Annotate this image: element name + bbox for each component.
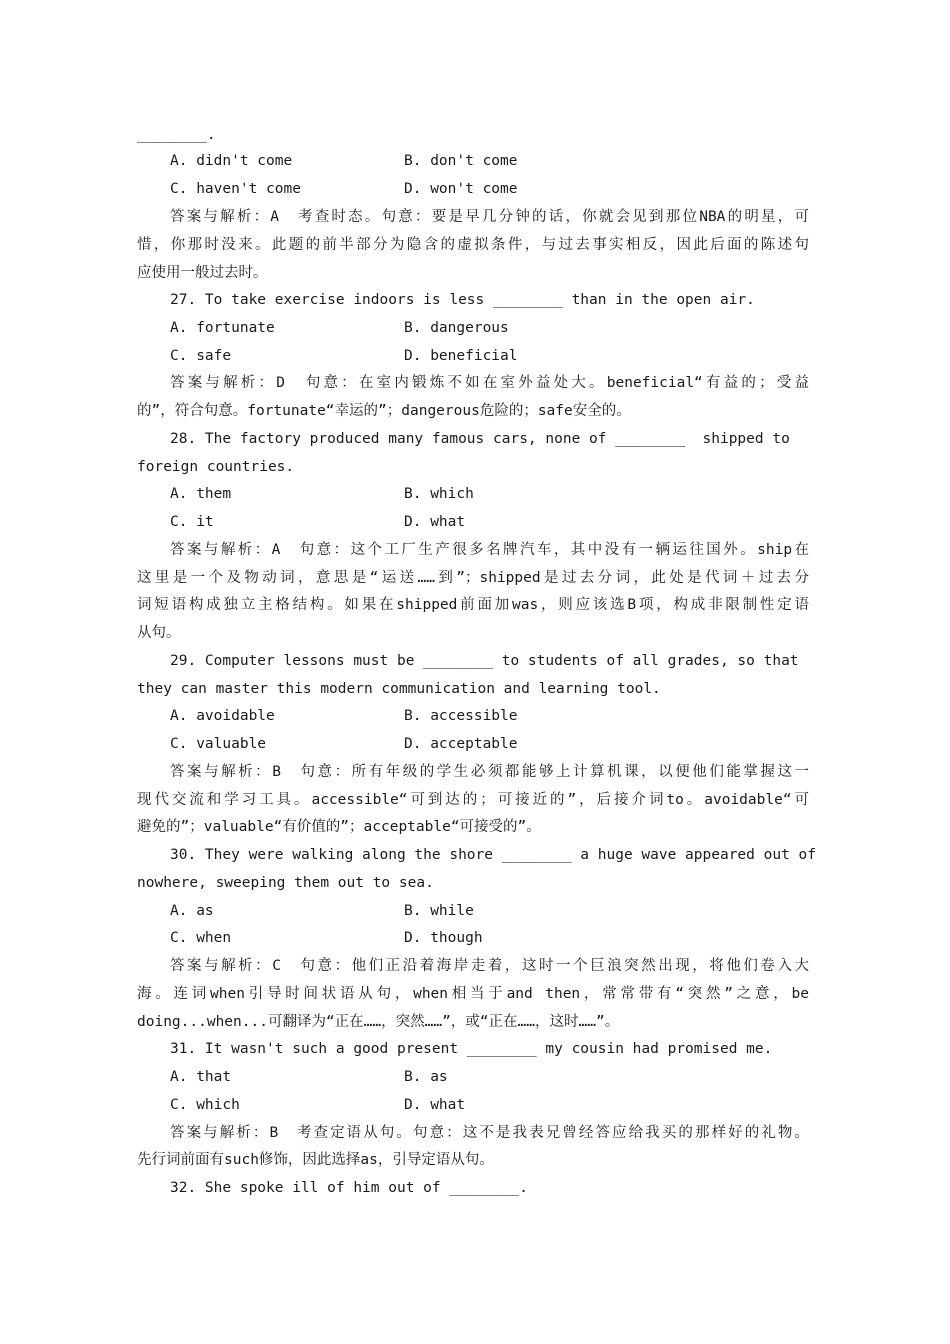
- q29-stem: 29. Computer lessons must be ________ to students of all grades, so that: [170, 653, 799, 669]
- q31-option-a: A. that: [170, 1069, 232, 1085]
- q30-answer-line: 答案与解析：C 句意：他们正沿着海岸走着，这时一个巨浪突然出现，将他们卷入大: [170, 958, 809, 974]
- q26-option-b: B. don't come: [404, 153, 518, 169]
- q27-option-d: D. beneficial: [404, 348, 518, 364]
- q32-stem: 32. She spoke ill of him out of ________.: [170, 1180, 528, 1196]
- q27-option-b: B. dangerous: [404, 320, 509, 336]
- q29-answer-line: 现代交流和学习工具。accessible“可到达的；可接近的”，后接介词to。avoidable“可: [137, 792, 809, 808]
- q26-answer-line: 应使用一般过去时。: [137, 265, 268, 281]
- q28-option-d: D. what: [404, 514, 466, 530]
- q28-option-a: A. them: [170, 486, 232, 502]
- q26-stem-tail: ________.: [137, 127, 216, 143]
- q31-answer-line: 先行词前面有such修饰，因此选择as，引导定语从句。: [137, 1152, 494, 1168]
- q30-stem: 30. They were walking along the shore ________ a huge wave appeared out of: [170, 847, 817, 863]
- q29-option-c: C. valuable: [170, 736, 267, 752]
- q31-option-c: C. which: [170, 1097, 240, 1113]
- q28-answer-line: 从句。: [137, 625, 181, 641]
- q30-answer-line: 海。连词when引导时间状语从句，when相当于and then，常常带有“突然”之意，be: [137, 986, 809, 1002]
- q29-option-a: A. avoidable: [170, 708, 275, 724]
- q26-answer-line: 惜，你那时没来。此题的前半部分为隐含的虚拟条件，与过去事实相反，因此后面的陈述句: [137, 237, 809, 253]
- q27-answer-line: 答案与解析：D 句意：在室内锻炼不如在室外益处大。beneficial“有益的；受益: [170, 375, 809, 391]
- q29-answer-line: 避免的”；valuable“有价值的”；acceptable“可接受的”。: [137, 819, 541, 835]
- q27-answer-line: 的”，符合句意。fortunate“幸运的”；dangerous危险的；safe安全的。: [137, 403, 631, 419]
- q28-answer-line: 词短语构成独立主格结构。如果在shipped前面加was，则应该选B项，构成非限制性定语: [137, 597, 809, 613]
- q26-option-a: A. didn't come: [170, 153, 293, 169]
- q30-answer-line: doing...when...可翻译为“正在……，突然……”，或“正在……，这时……”。: [137, 1014, 620, 1030]
- q30-option-c: C. when: [170, 930, 232, 946]
- q30-stem: nowhere, sweeping them out to sea.: [137, 875, 434, 891]
- q28-option-c: C. it: [170, 514, 214, 530]
- q28-option-b: B. which: [404, 486, 474, 502]
- q28-answer-line: 这里是一个及物动词，意思是“运送……到”；shipped是过去分词，此处是代词＋过去分: [137, 570, 809, 586]
- q27-stem: 27. To take exercise indoors is less ________ than in the open air.: [170, 292, 755, 308]
- q29-option-b: B. accessible: [404, 708, 518, 724]
- q31-option-d: D. what: [404, 1097, 466, 1113]
- q31-stem: 31. It wasn't such a good present ________ my cousin had promised me.: [170, 1041, 773, 1057]
- q27-option-a: A. fortunate: [170, 320, 275, 336]
- q29-answer-line: 答案与解析：B 句意：所有年级的学生必须都能够上计算机课，以便他们能掌握这一: [170, 764, 809, 780]
- q31-answer-line: 答案与解析：B 考查定语从句。句意：这不是我表兄曾经答应给我买的那样好的礼物。: [170, 1125, 809, 1141]
- q30-option-d: D. though: [404, 930, 483, 946]
- q26-option-c: C. haven't come: [170, 181, 301, 197]
- q26-option-d: D. won't come: [404, 181, 518, 197]
- q29-option-d: D. acceptable: [404, 736, 518, 752]
- q26-answer-line: 答案与解析：A 考查时态。句意：要是早几分钟的话，你就会见到那位NBA的明星，可: [170, 209, 809, 225]
- q29-stem: they can master this modern communication and learning tool.: [137, 681, 661, 697]
- q30-option-a: A. as: [170, 903, 214, 919]
- q28-stem: foreign countries.: [137, 459, 295, 475]
- q31-option-b: B. as: [404, 1069, 448, 1085]
- q28-answer-line: 答案与解析：A 句意：这个工厂生产很多名牌汽车，其中没有一辆运往国外。ship在: [170, 542, 809, 558]
- q30-option-b: B. while: [404, 903, 474, 919]
- q28-stem: 28. The factory produced many famous cars, none of ________ shipped to: [170, 431, 790, 447]
- q27-option-c: C. safe: [170, 348, 232, 364]
